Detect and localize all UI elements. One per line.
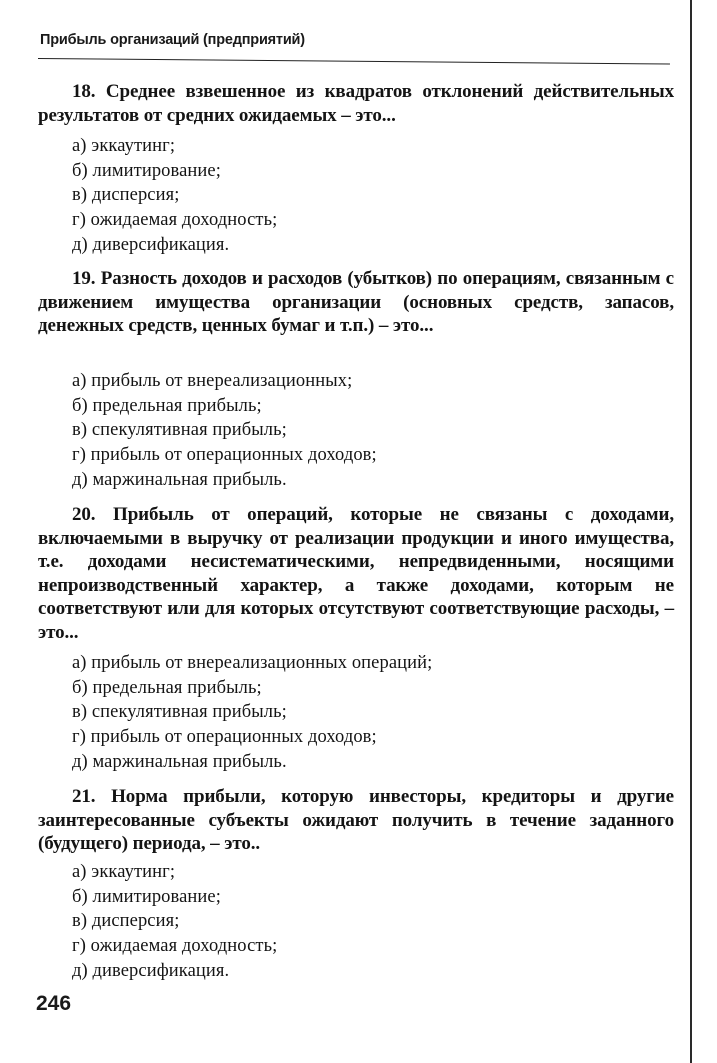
option: д) маржинальная прибыль. [72, 751, 287, 772]
option: а) прибыль от внереализационных; [72, 371, 353, 391]
option: б) лимитирование; [72, 160, 221, 181]
question-19-options [72, 369, 672, 493]
option: б) предельная прибыль; [72, 677, 262, 698]
option: г) прибыль от операционных доходов; [72, 445, 377, 466]
page-number: 246 [36, 992, 72, 1015]
question-21: 21. Норма прибыли, которую инвесторы, кредиторы и другие заинтересованные субъекты ожидают получить в течение заданного (будущего) периода, – это.. [38, 786, 674, 854]
option: в) дисперсия; [72, 911, 180, 932]
option: д) диверсификация. [72, 234, 230, 255]
option: в) спекулятивная прибыль; [72, 420, 287, 441]
option: б) предельная прибыль; [72, 395, 262, 416]
option: в) спекулятивная прибыль; [72, 702, 287, 723]
option: а) прибыль от внереализационных операций; [72, 653, 433, 673]
option: д) маржинальная прибыль. [72, 469, 287, 490]
option: д) диверсификация. [72, 960, 230, 981]
option: г) ожидаемая доходность; [72, 936, 278, 957]
option: а) эккаутинг; [72, 862, 176, 882]
question-20: 20. Прибыль от операций, которые не связаны с доходами, включаемыми в выручку от реализации продукции и иного имущества, т.е. доходами несистематическими, непредвиденными, носящими непроизводственный характер, а также доходами, которым не соответствуют или для которых отсутствуют соответствующие расходы, – это... [38, 504, 674, 643]
option: в) дисперсия; [72, 185, 180, 206]
page-edge-rule [690, 0, 692, 1063]
question-20-options [72, 651, 672, 775]
option: г) прибыль от операционных доходов; [72, 727, 377, 748]
option: а) эккаутинг; [72, 136, 176, 156]
option: б) лимитирование; [72, 886, 221, 907]
running-header: Прибыль организаций (предприятий) [40, 32, 305, 48]
question-18: 18. Среднее взвешенное из квадратов отклонений действительных результатов от средних ожидаемых – это... [38, 81, 674, 126]
question-18-options [72, 134, 672, 258]
question-21-options [72, 860, 672, 984]
option: г) ожидаемая доходность; [72, 210, 278, 231]
header-rule [38, 58, 670, 65]
question-19: 19. Разность доходов и расходов (убытков) по операциям, связанным с движением имущества организации (основных средств, запасов, денежных средств, ценных бумаг и т.п.) – это... [38, 268, 674, 336]
